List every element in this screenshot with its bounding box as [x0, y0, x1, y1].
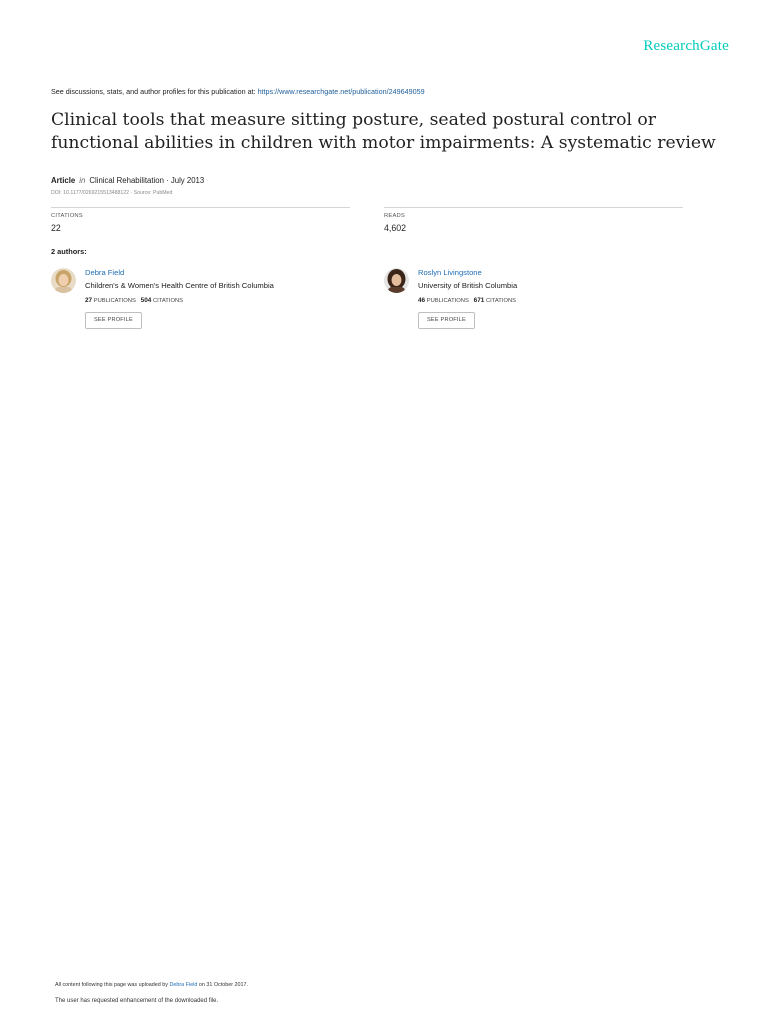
meta-in: in	[79, 176, 86, 185]
authors-heading: 2 authors:	[51, 247, 87, 256]
intro-text: See discussions, stats, and author profiles for this publication at:	[51, 87, 258, 96]
publications-count: 46	[418, 297, 426, 304]
article-venue: Clinical Rehabilitation · July 2013	[89, 176, 205, 185]
citations-label: CITATIONS	[51, 213, 83, 219]
reads-value: 4,602	[384, 223, 407, 233]
citations-value: 22	[51, 223, 61, 233]
article-type: Article	[51, 176, 76, 185]
author-stats	[85, 297, 183, 304]
publication-link[interactable]: https://www.researchgate.net/publication/249649059	[257, 87, 425, 96]
page-title: Clinical tools that measure sitting posture, seated postural control or functional abilities in children with motor impairments: A systematic review	[51, 110, 716, 153]
avatar-roslyn-livingstone[interactable]	[384, 268, 409, 293]
citations-divider	[51, 207, 350, 208]
doi-line: DOI: 10.1177/0269215513488122 · Source: PubMed	[51, 190, 173, 196]
publications-label: PUBLICATIONS	[426, 298, 469, 304]
author-name-debra-field[interactable]: Debra Field	[85, 268, 125, 277]
citations-label: CITATIONS	[152, 298, 184, 304]
avatar-debra-field[interactable]	[51, 268, 76, 293]
reads-label: READS	[384, 213, 405, 219]
upload-note	[55, 982, 248, 988]
citations-count: 504	[140, 297, 152, 304]
citations-label: CITATIONS	[485, 298, 517, 304]
intro-line	[51, 87, 425, 96]
upload-suffix: on 31 October 2017.	[197, 982, 249, 988]
author-name-roslyn-livingstone[interactable]: Roslyn Livingstone	[418, 268, 482, 277]
publications-count: 27	[85, 297, 93, 304]
author-stats	[418, 297, 516, 304]
researchgate-logo[interactable]: ResearchGate	[643, 38, 729, 54]
reads-divider	[384, 207, 683, 208]
citations-count: 671	[473, 297, 485, 304]
publications-label: PUBLICATIONS	[93, 298, 136, 304]
see-profile-button[interactable]: SEE PROFILE	[418, 312, 475, 329]
enhancement-note: The user has requested enhancement of the downloaded file.	[55, 998, 219, 1004]
uploader-link[interactable]: Debra Field	[169, 982, 198, 988]
author-institution: University of British Columbia	[418, 281, 518, 290]
article-meta	[51, 176, 204, 185]
author-institution: Children's & Women's Health Centre of British Columbia	[85, 281, 274, 290]
upload-prefix: All content following this page was uploaded by	[55, 982, 170, 988]
see-profile-button[interactable]: SEE PROFILE	[85, 312, 142, 329]
